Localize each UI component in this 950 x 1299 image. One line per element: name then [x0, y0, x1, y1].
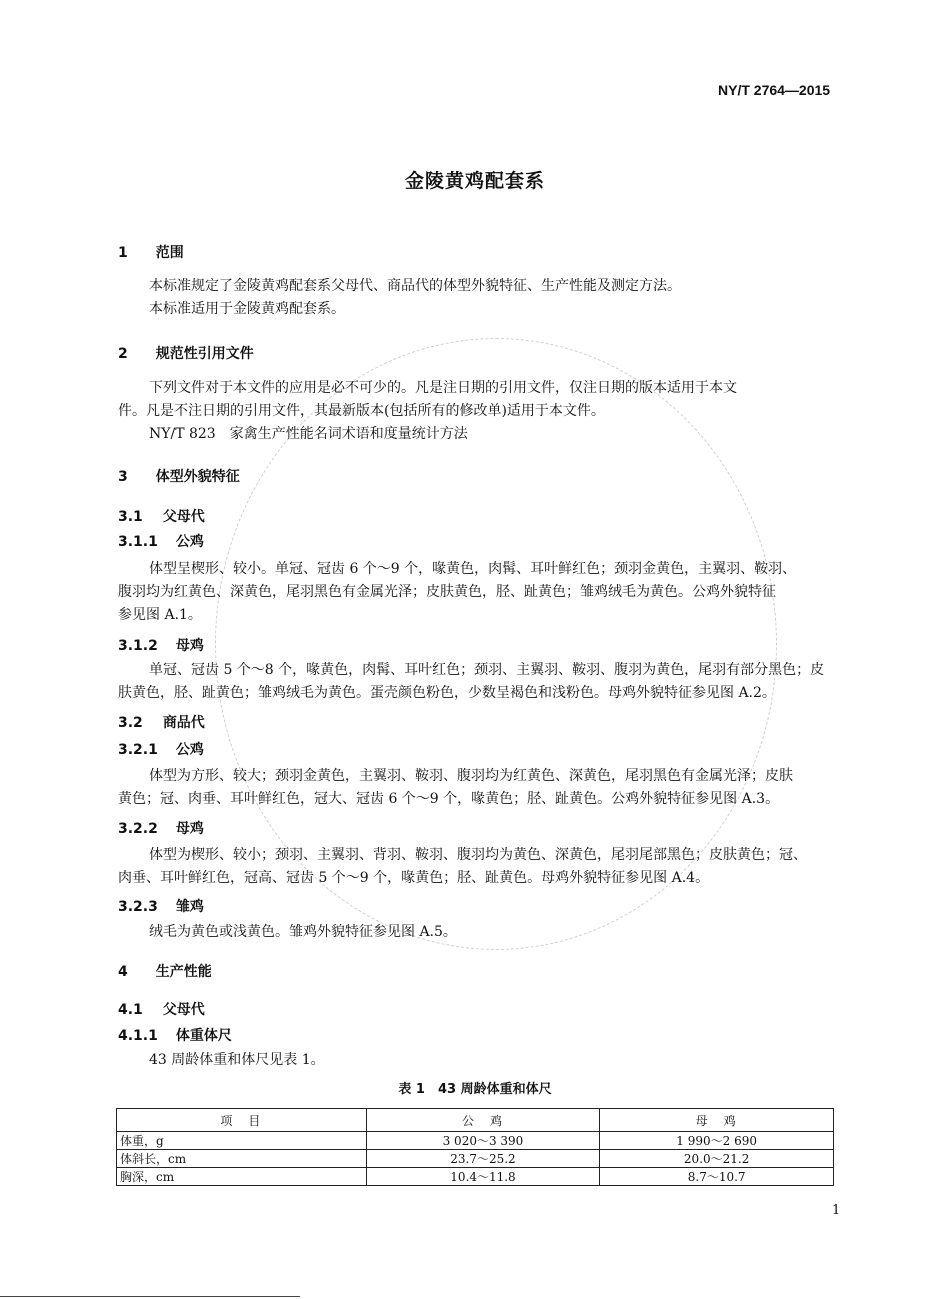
section-number: 2	[118, 346, 128, 362]
paragraph: 本标准适用于金陵黄鸡配套系。	[149, 301, 345, 317]
table-caption: 表 1 43 周龄体重和体尺	[398, 1082, 552, 1097]
paragraph: 黄色；冠、肉垂、耳叶鲜红色，冠大、冠齿 6 个～9 个，喙黄色；胫、趾黄色。公鸡外貌特征参见图 A.3。	[118, 791, 780, 807]
section-number: 4.1.1	[118, 1028, 158, 1044]
section-1-heading	[118, 242, 184, 262]
paragraph: 体型为方形、较大；颈羽金黄色，主翼羽、鞍羽、腹羽均为红黄色、深黄色，尾羽黑色有金属光泽；皮肤	[149, 768, 793, 784]
table-cell: 体斜长，cm	[117, 1150, 367, 1168]
section-title: 公鸡	[175, 742, 204, 758]
table-row	[117, 1132, 834, 1150]
footer-rule	[0, 1296, 300, 1297]
paragraph: 绒毛为黄色或浅黄色。雏鸡外貌特征参见图 A.5。	[149, 924, 457, 940]
section-title: 父母代	[162, 509, 205, 525]
section-3-1-2-heading	[118, 635, 204, 655]
section-title: 公鸡	[175, 534, 204, 550]
section-number: 1	[118, 245, 128, 261]
section-title: 父母代	[162, 1002, 205, 1018]
column-header: 公 鸡	[366, 1109, 600, 1132]
table-cell: 体重，g	[117, 1132, 367, 1150]
section-3-1-1-heading	[118, 531, 204, 551]
section-number: 3	[118, 469, 128, 485]
section-number: 3.2.1	[118, 742, 158, 758]
section-3-2-2-heading	[118, 818, 204, 838]
section-number: 3.2	[118, 715, 143, 731]
section-number: 3.1.2	[118, 638, 158, 654]
column-header: 项 目	[117, 1109, 367, 1132]
section-3-heading	[118, 466, 240, 486]
page-number: 1	[832, 1203, 841, 1218]
section-title: 生产性能	[155, 964, 212, 980]
section-2-heading	[118, 343, 254, 363]
table-cell: 胸深，cm	[117, 1168, 367, 1186]
section-title: 雏鸡	[175, 899, 204, 915]
table-row	[117, 1168, 834, 1186]
section-4-heading	[118, 961, 212, 981]
section-title: 范围	[155, 245, 184, 261]
paragraph: 单冠、冠齿 5 个～8 个，喙黄色，肉髯、耳叶红色；颈羽、主翼羽、鞍羽、腹羽为黄色，尾羽有部分黑色；皮	[149, 662, 825, 678]
table-cell: 3 020～3 390	[366, 1132, 600, 1150]
table-row	[117, 1150, 834, 1168]
section-3-1-heading	[118, 506, 205, 526]
table-cell: 10.4～11.8	[366, 1168, 600, 1186]
paragraph: 腹羽均为红黄色、深黄色，尾羽黑色有金属光泽；皮肤黄色，胫、趾黄色；雏鸡绒毛为黄色。公鸡外貌特征	[118, 584, 776, 600]
section-number: 3.2.3	[118, 899, 158, 915]
paragraph: 肤黄色，胫、趾黄色；雏鸡绒毛为黄色。蛋壳颜色粉色，少数呈褐色和浅粉色。母鸡外貌特征参见图 A.2。	[118, 685, 776, 701]
section-4-1-heading	[118, 999, 205, 1019]
paragraph: 参见图 A.1。	[118, 607, 202, 623]
paragraph: 肉垂、耳叶鲜红色，冠高、冠齿 5 个～9 个，喙黄色；胫、趾黄色。母鸡外貌特征参见图 A.4。	[118, 870, 710, 886]
column-header: 母 鸡	[600, 1109, 834, 1132]
section-number: 3.1.1	[118, 534, 158, 550]
data-table	[116, 1108, 834, 1186]
section-number: 4	[118, 964, 128, 980]
table-header-row	[117, 1109, 834, 1132]
table-cell: 1 990～2 690	[600, 1132, 834, 1150]
section-4-1-1-heading	[118, 1025, 232, 1045]
normative-reference: NY/T 823 家禽生产性能名词术语和度量统计方法	[149, 426, 468, 442]
section-title: 体重体尺	[175, 1028, 232, 1044]
paragraph: 本标准规定了金陵黄鸡配套系父母代、商品代的体型外貌特征、生产性能及测定方法。	[149, 278, 681, 294]
section-title: 母鸡	[175, 638, 204, 654]
standard-number: NY/T 2764—2015	[718, 82, 831, 98]
section-title: 规范性引用文件	[155, 346, 254, 362]
paragraph: 件。凡是不注日期的引用文件，其最新版本(包括所有的修改单)适用于本文件。	[118, 403, 605, 419]
paragraph: 43 周龄体重和体尺见表 1。	[149, 1052, 325, 1068]
table-cell: 8.7～10.7	[600, 1168, 834, 1186]
section-3-2-heading	[118, 712, 205, 732]
table-cell: 20.0～21.2	[600, 1150, 834, 1168]
section-title: 体型外貌特征	[155, 469, 240, 485]
section-3-2-3-heading	[118, 896, 204, 916]
section-number: 4.1	[118, 1002, 143, 1018]
section-number: 3.1	[118, 509, 143, 525]
table-cell: 23.7～25.2	[366, 1150, 600, 1168]
section-title: 商品代	[162, 715, 205, 731]
section-number: 3.2.2	[118, 821, 158, 837]
page-title: 金陵黄鸡配套系	[404, 170, 545, 192]
paragraph: 下列文件对于本文件的应用是必不可少的。凡是注日期的引用文件，仅注日期的版本适用于本文	[149, 380, 737, 396]
paragraph: 体型呈楔形、较小。单冠、冠齿 6 个～9 个，喙黄色，肉髯、耳叶鲜红色；颈羽金黄色，主翼羽、鞍羽、	[149, 561, 797, 577]
section-3-2-1-heading	[118, 739, 204, 759]
paragraph: 体型为楔形、较小；颈羽、主翼羽、背羽、鞍羽、腹羽均为黄色、深黄色，尾羽尾部黑色；皮肤黄色；冠、	[149, 847, 807, 863]
section-title: 母鸡	[175, 821, 204, 837]
